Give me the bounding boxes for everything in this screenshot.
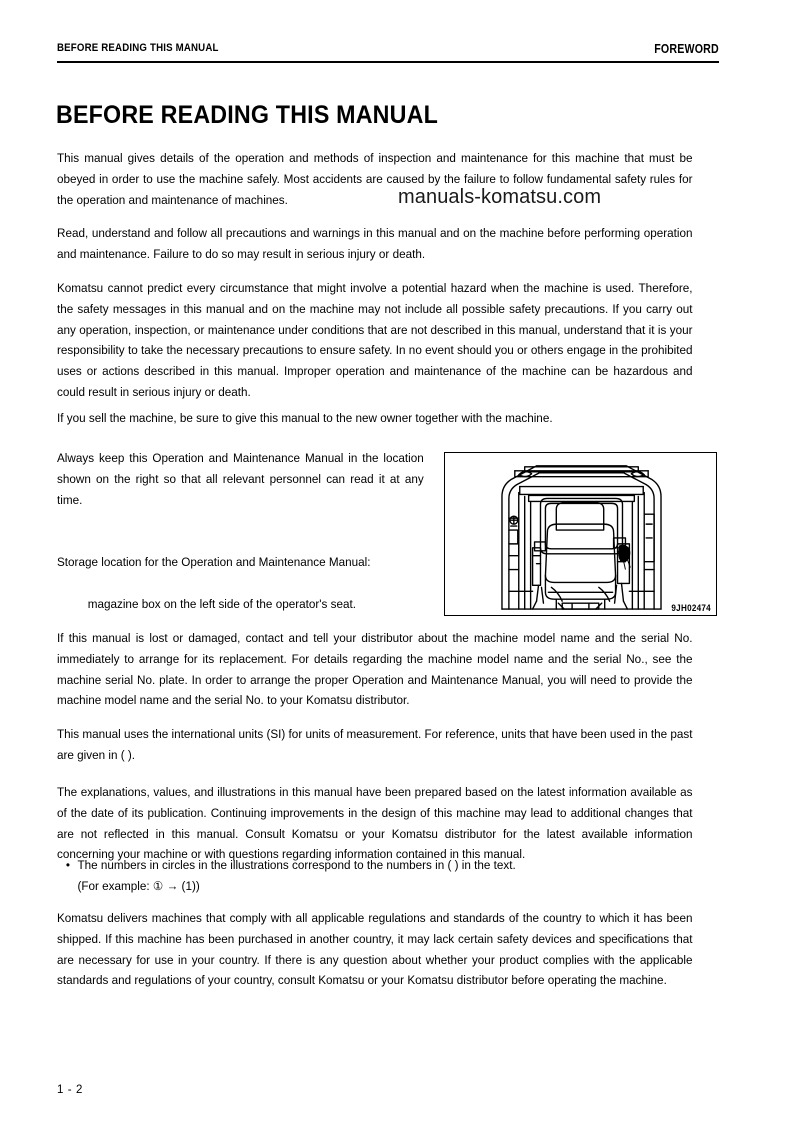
note-bullet-list bbox=[64, 855, 693, 897]
storage-location-line-2: magazine box on the left side of the operator's seat. bbox=[87, 596, 356, 611]
site-watermark: manuals-komatsu.com bbox=[398, 186, 602, 208]
operator-cab-figure bbox=[444, 452, 717, 616]
running-head bbox=[57, 42, 719, 60]
figure-side-text bbox=[57, 448, 424, 614]
page-number: 1 - 2 bbox=[57, 1084, 84, 1096]
paragraph-7: If this manual is lost or damaged, contact and tell your distributor about the machine model name and the serial No. immediately to arrange for its replacement. For details regarding the machine model name and the serial No., see the machine serial No. plate. In order to arrange the proper Operation and Maintenance Manual, you will need to provide the machine model name and the serial No. to your Komatsu distributor. bbox=[57, 631, 693, 708]
running-head-right-title: FOREWORD bbox=[654, 41, 719, 56]
bullet-dot-icon: • bbox=[65, 858, 71, 872]
paragraph-block-4 bbox=[57, 408, 693, 429]
bullet-item-text: The numbers in circles in the illustrations correspond to the numbers in ( ) in the text. bbox=[77, 858, 516, 872]
figure-reference-code: 9JH02474 bbox=[671, 603, 711, 613]
paragraph-8: This manual uses the international units (SI) for units of measurement. For reference, units that have been used in the past are given in ( ). bbox=[57, 727, 693, 762]
paragraph-block-10 bbox=[57, 908, 693, 991]
operator-cab-interior-illustration bbox=[445, 453, 716, 615]
paragraph-9: The explanations, values, and illustrations in this manual have been prepared based on the latest information available as of the date of its publication. Continuing improvements in the design of this machine may lead to additional changes that are not reflected in this manual. Consult Komatsu or your Komatsu distributor for the latest available information concerning your machine or with questions regarding information contained in this manual. bbox=[57, 785, 693, 862]
paragraph-2: Read, understand and follow all precautions and warnings in this manual and on the machine before performing operation and maintenance. Failure to do so may result in serious injury or death. bbox=[57, 226, 693, 261]
paragraph-block-3 bbox=[57, 278, 693, 403]
paragraph-10: Komatsu delivers machines that comply with all applicable regulations and standards of the country to which it has been shipped. If this machine has been purchased in another country, it may lack certain safety devices and specifications that are necessary for use in your country. If there is any question about whether your product complies with the applicable standards and regulations of your country, consult Komatsu or your Komatsu distributor before operating the machine. bbox=[57, 911, 693, 988]
page-title: BEFORE READING THIS MANUAL bbox=[56, 101, 439, 129]
paragraph-block-7 bbox=[57, 628, 693, 711]
header-rule bbox=[57, 61, 719, 63]
storage-location-line-1: Storage location for the Operation and Maintenance Manual: bbox=[57, 554, 371, 569]
magazine-box-marker bbox=[619, 545, 631, 569]
paragraph-block-9 bbox=[57, 782, 693, 865]
paragraph-3: Komatsu cannot predict every circumstance that might involve a potential hazard when the machine is used. Therefore, the safety messages in this manual and on the machine may not include all possible safety precautions. If you carry out any operation, inspection, or maintenance under conditions that are not described in this manual, understand that it is your responsibility to take the necessary precautions to ensure safety. In no event should you or others engage in the prohibited uses or actions described in this manual. Improper operation and maintenance of the machine can be hazardous and could result in serious injury or death. bbox=[57, 281, 693, 399]
paragraph-block-8 bbox=[57, 724, 693, 766]
paragraph-4: If you sell the machine, be sure to give this manual to the new owner together with the machine. bbox=[57, 411, 553, 425]
paragraph-block-2 bbox=[57, 223, 693, 265]
paragraph-1: This manual gives details of the operation and methods of inspection and maintenance for this machine that must be obeyed in order to use the machine safely. Most accidents are caused by the failure to follow fundamental safety rules for the operation and maintenance of machines. bbox=[57, 151, 693, 207]
bullet-example-text: (For example: ① → (1)) bbox=[77, 878, 200, 893]
paragraph-5: Always keep this Operation and Maintenance Manual in the location shown on the right so that all relevant personnel can read it at any time. bbox=[57, 451, 424, 507]
bullet-item bbox=[64, 855, 693, 876]
running-head-left-title: BEFORE READING THIS MANUAL bbox=[57, 42, 219, 54]
